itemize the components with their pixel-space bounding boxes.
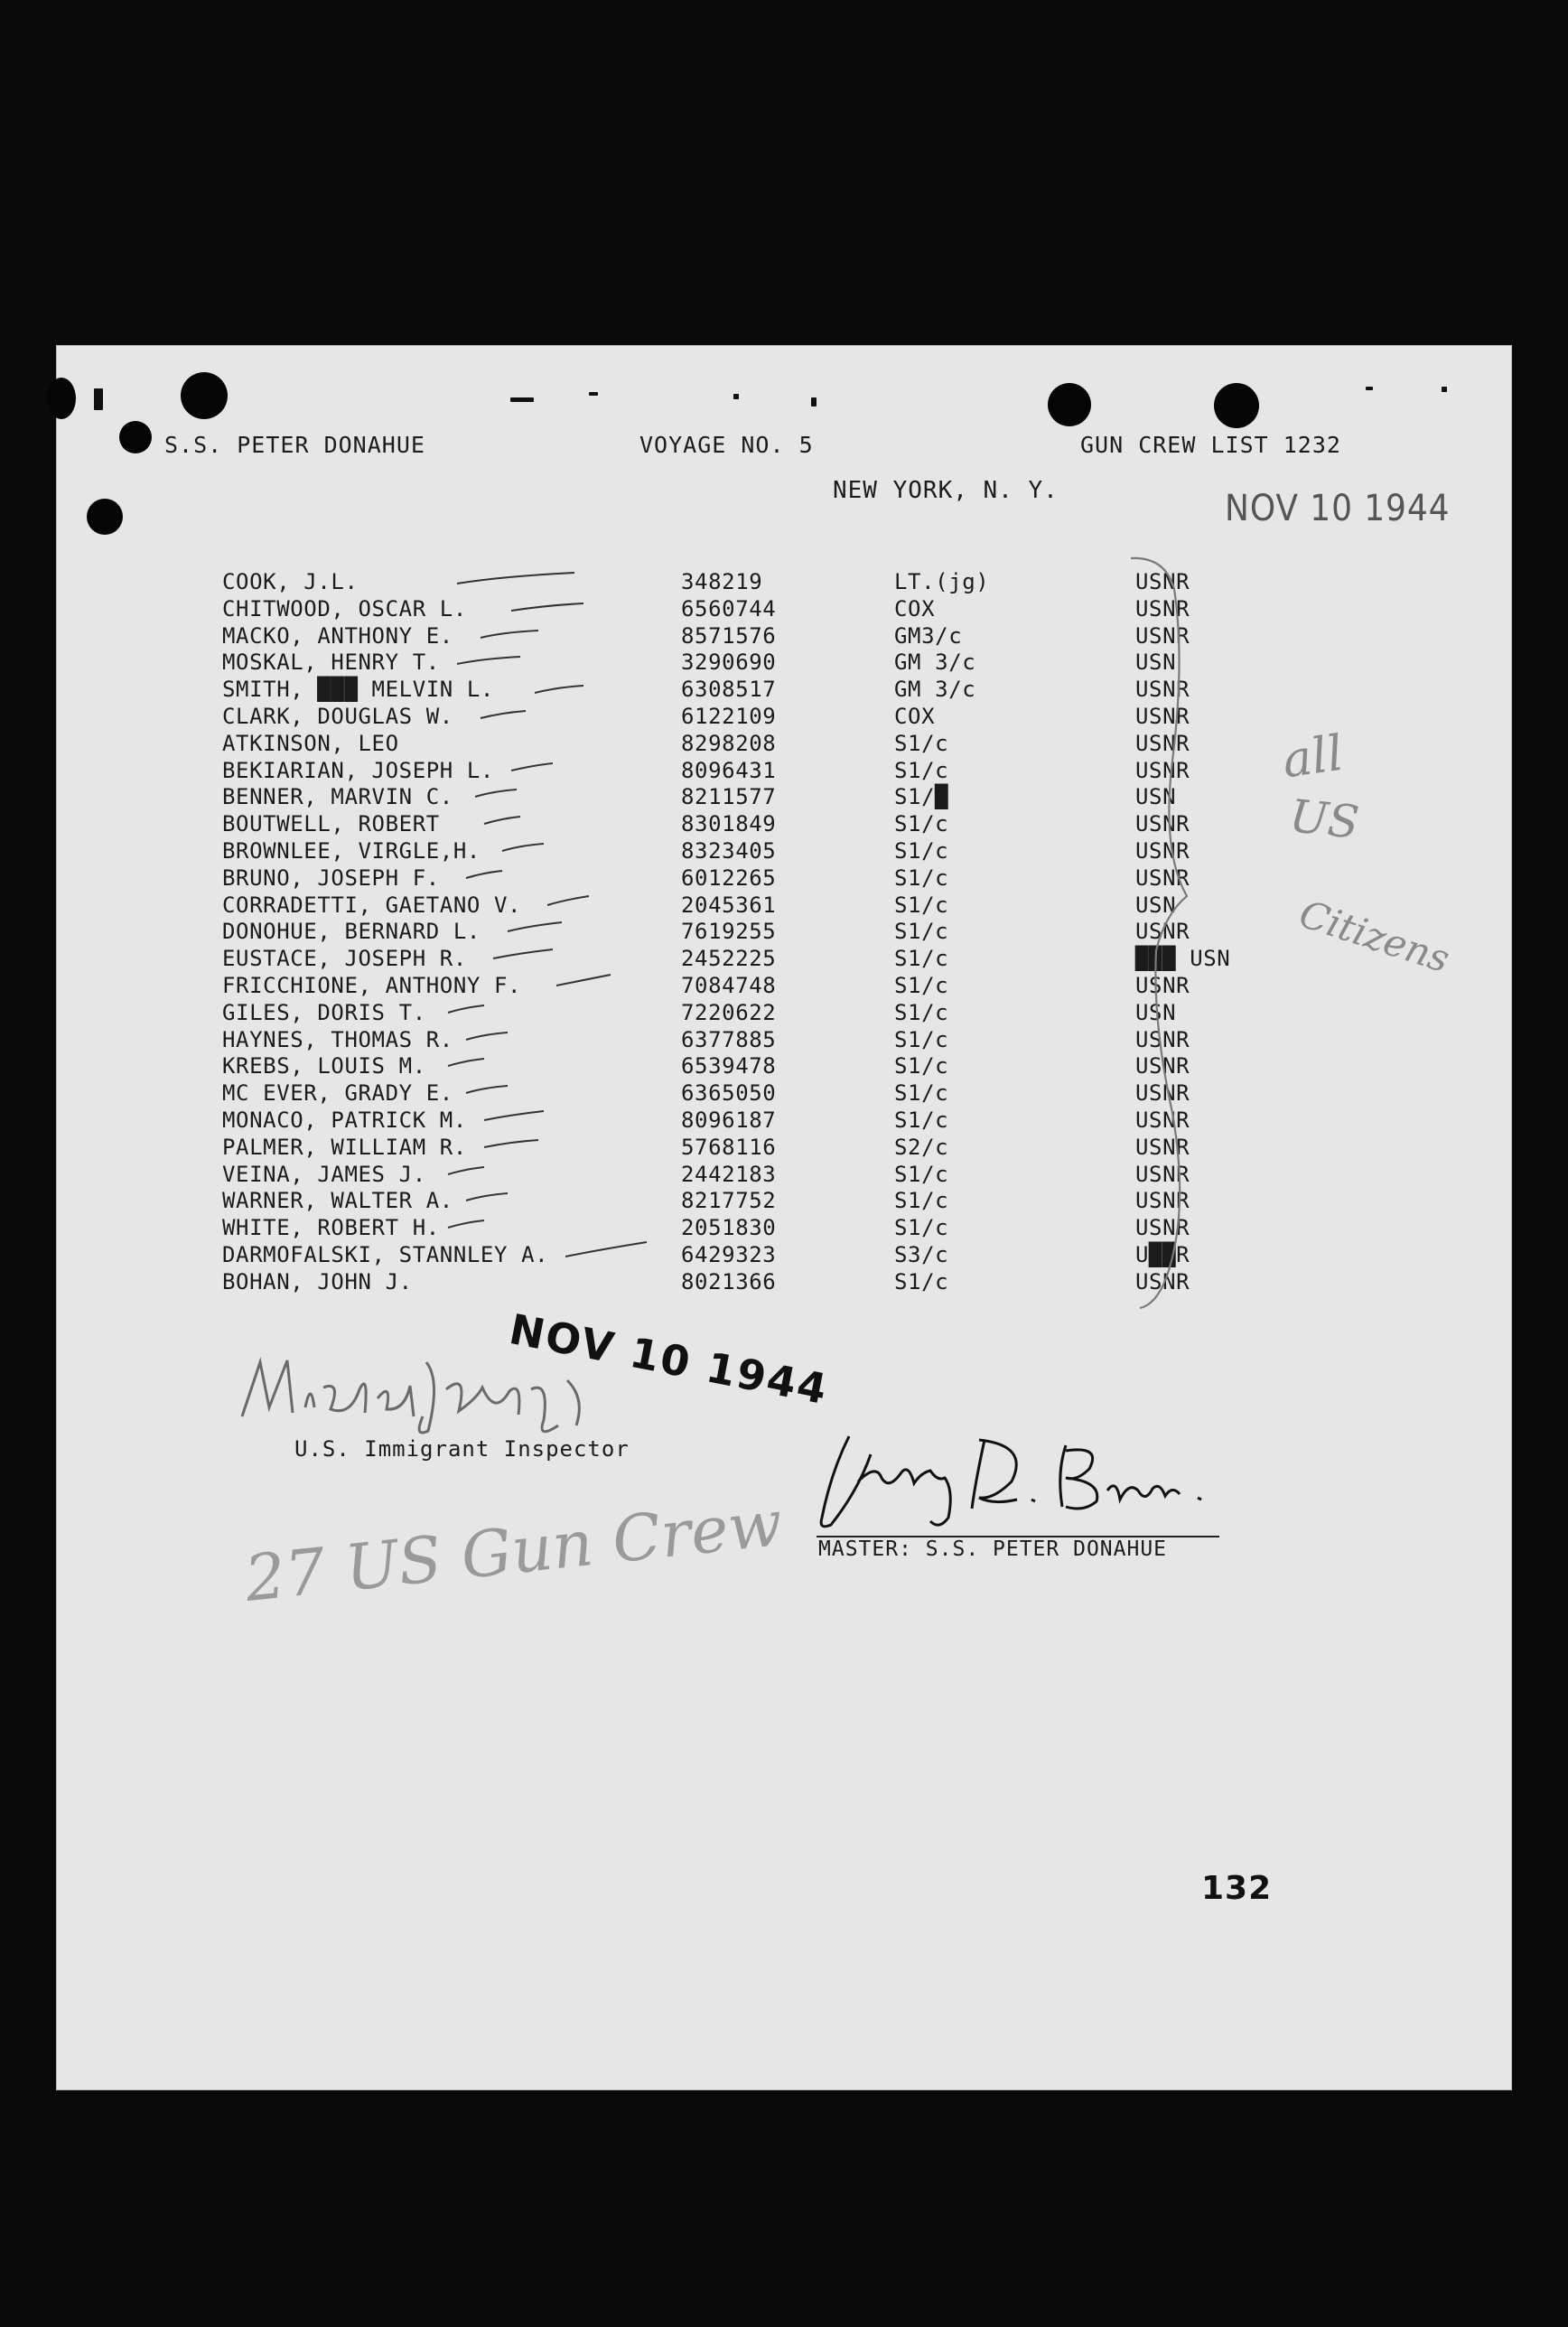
crew-name: BEKIARIAN, JOSEPH L.: [222, 757, 494, 783]
margin-note-us: US: [1287, 790, 1362, 849]
crew-name: MC EVER, GRADY E.: [222, 1080, 453, 1107]
crew-name: MOSKAL, HENRY T.: [222, 650, 440, 676]
voyage-number: VOYAGE NO. 5: [639, 432, 814, 458]
crew-name: CHITWOOD, OSCAR L.: [222, 595, 467, 621]
rate: S1/c: [894, 999, 949, 1025]
service-branch: USN: [1135, 892, 1177, 918]
service-number: 5768116: [681, 1134, 777, 1160]
ink-speck: [510, 397, 534, 402]
service-number: 8323405: [681, 837, 777, 864]
service-number: 8096187: [681, 1107, 777, 1133]
ink-speck: [811, 397, 817, 407]
check-mark: [448, 862, 629, 889]
rate: S2/c: [894, 1134, 949, 1160]
service-number: 6012265: [681, 864, 777, 891]
crew-name: BOUTWELL, ROBERT: [222, 811, 440, 837]
crew-name: DARMOFALSKI, STANNLEY A.: [222, 1241, 549, 1267]
punch-hole: [1048, 383, 1091, 426]
crew-name: BROWNLEE, VIRGLE,H.: [222, 837, 481, 864]
inspector-signature: [233, 1344, 630, 1444]
check-mark: [448, 889, 629, 916]
crew-name: EUSTACE, JOSEPH R.: [222, 946, 467, 972]
check-mark: [448, 1023, 629, 1051]
service-branch: USNR: [1135, 1215, 1190, 1241]
check-mark: [448, 620, 629, 647]
service-number: 8096431: [681, 757, 777, 783]
service-number: 7220622: [681, 999, 777, 1025]
service-number: 7619255: [681, 919, 777, 945]
crew-name: ATKINSON, LEO: [222, 730, 399, 756]
service-number: 8301849: [681, 811, 777, 837]
ink-speck: [589, 392, 598, 396]
service-branch: USNR: [1135, 595, 1190, 621]
rate: GM 3/c: [894, 677, 976, 703]
crew-name: MONACO, PATRICK M.: [222, 1107, 467, 1133]
rate: S1/c: [894, 1026, 949, 1052]
service-number: 7084748: [681, 972, 777, 998]
ink-speck: [733, 394, 739, 399]
punch-hole: [1214, 383, 1259, 428]
service-number: 6429323: [681, 1241, 777, 1267]
rate: S1/c: [894, 946, 949, 972]
service-branch: USNR: [1135, 1107, 1190, 1133]
service-branch: USN: [1135, 999, 1177, 1025]
rate: COX: [894, 703, 936, 729]
margin-note-citizens: Citizens: [1293, 891, 1455, 982]
check-mark: [448, 1184, 629, 1211]
rate: S1/c: [894, 730, 949, 756]
service-branch: USN: [1135, 784, 1177, 810]
service-number: 8021366: [681, 1268, 777, 1294]
service-branch: ███ USN: [1135, 946, 1231, 972]
rate: S1/c: [894, 1107, 949, 1133]
crew-name: GILES, DORIS T.: [222, 999, 426, 1025]
service-number: 2051830: [681, 1215, 777, 1241]
crew-name: WHITE, ROBERT H.: [222, 1215, 440, 1241]
crew-name: FRICCHIONE, ANTHONY F.: [222, 972, 522, 998]
check-mark: [448, 754, 629, 781]
page-number: 132: [1201, 1870, 1273, 1907]
rate: S1/c: [894, 1080, 949, 1107]
check-mark: [448, 808, 629, 835]
rate: COX: [894, 595, 936, 621]
service-branch: USNR: [1135, 730, 1190, 756]
check-mark: [448, 996, 629, 1023]
rate: S1/c: [894, 1053, 949, 1079]
service-branch: USNR: [1135, 1026, 1190, 1052]
check-mark: [448, 1238, 647, 1266]
service-branch: USNR: [1135, 1134, 1190, 1160]
service-branch: USNR: [1135, 677, 1190, 703]
service-number: 3290690: [681, 650, 777, 676]
service-branch: USNR: [1135, 919, 1190, 945]
check-mark: [448, 700, 629, 727]
punch-hole: [47, 378, 76, 419]
check-mark: [448, 1104, 629, 1131]
check-mark: [448, 1077, 629, 1104]
rate: S1/c: [894, 1215, 949, 1241]
crew-name: BOHAN, JOHN J.: [222, 1268, 413, 1294]
crew-name: BENNER, MARVIN C.: [222, 784, 453, 810]
crew-name: COOK, J.L.: [222, 569, 359, 594]
service-number: 6122109: [681, 703, 777, 729]
crew-name: SMITH, ███ MELVIN L.: [222, 677, 494, 703]
service-number: 6539478: [681, 1053, 777, 1079]
check-mark: [448, 565, 629, 593]
crew-name: DONOHUE, BERNARD L.: [222, 919, 481, 945]
check-mark: [448, 780, 629, 808]
port-of-arrival: NEW YORK, N. Y.: [833, 477, 1059, 504]
service-branch: USNR: [1135, 1053, 1190, 1079]
crew-name: WARNER, WALTER A.: [222, 1188, 453, 1214]
rate: S1/c: [894, 1161, 949, 1187]
rate: S1/c: [894, 837, 949, 864]
master-label: MASTER: S.S. PETER DONAHUE: [818, 1537, 1168, 1561]
crew-name: CORRADETTI, GAETANO V.: [222, 892, 522, 918]
crew-name: VEINA, JAMES J.: [222, 1161, 426, 1187]
ink-speck: [1442, 387, 1447, 392]
check-mark: [448, 835, 629, 862]
check-mark: [448, 646, 629, 673]
service-branch: U██R: [1135, 1241, 1190, 1267]
service-number: 8211577: [681, 784, 777, 810]
service-branch: USNR: [1135, 811, 1190, 837]
bottom-pencil-note: 27 US Gun Crew: [241, 1486, 786, 1616]
gun-crew-list-number: GUN CREW LIST 1232: [1080, 432, 1341, 458]
check-mark: [448, 1158, 629, 1185]
rate: S1/█: [894, 784, 949, 810]
date-stamp-lower: NOV 10 1944: [505, 1304, 833, 1415]
check-mark: [448, 915, 629, 942]
check-mark: [448, 1131, 629, 1158]
service-branch: USN: [1135, 650, 1177, 676]
date-stamp-top: NOV 10 1944: [1225, 488, 1451, 529]
rate: GM 3/c: [894, 650, 976, 676]
check-mark: [448, 942, 629, 969]
crew-name: MACKO, ANTHONY E.: [222, 622, 453, 649]
service-number: 2452225: [681, 946, 777, 972]
service-number: 8298208: [681, 730, 777, 756]
rate: S1/c: [894, 811, 949, 837]
margin-note-all: all: [1278, 724, 1347, 790]
service-number: 6365050: [681, 1080, 777, 1107]
rate: S1/c: [894, 919, 949, 945]
check-mark: [448, 1211, 629, 1238]
service-number: 8217752: [681, 1188, 777, 1214]
ink-speck: [94, 388, 103, 410]
service-number: 8571576: [681, 622, 777, 649]
rate: S3/c: [894, 1241, 949, 1267]
check-mark: [448, 969, 629, 996]
service-number: 6377885: [681, 1026, 777, 1052]
punch-hole: [87, 499, 123, 535]
punch-hole: [181, 372, 228, 419]
pencil-brace: [1129, 553, 1255, 1321]
master-signature: [795, 1418, 1228, 1536]
service-branch: USNR: [1135, 757, 1190, 783]
ship-name-header: S.S. PETER DONAHUE: [164, 432, 425, 458]
service-branch: USNR: [1135, 1161, 1190, 1187]
service-branch: USNR: [1135, 972, 1190, 998]
service-branch: USNR: [1135, 569, 1190, 594]
crew-name: CLARK, DOUGLAS W.: [222, 703, 453, 729]
ink-speck: [1366, 387, 1373, 390]
crew-name: BRUNO, JOSEPH F.: [222, 864, 440, 891]
service-branch: USNR: [1135, 837, 1190, 864]
service-number: 6560744: [681, 595, 777, 621]
service-number: 2442183: [681, 1161, 777, 1187]
service-branch: USNR: [1135, 1080, 1190, 1107]
service-number: 6308517: [681, 677, 777, 703]
rate: LT.(jg): [894, 569, 990, 594]
service-branch: USNR: [1135, 622, 1190, 649]
rate: S1/c: [894, 864, 949, 891]
service-number: 348219: [681, 569, 763, 594]
inspector-label: U.S. Immigrant Inspector: [294, 1436, 630, 1462]
service-branch: USNR: [1135, 1188, 1190, 1214]
check-mark: [448, 673, 629, 700]
check-mark: [448, 593, 629, 620]
rate: S1/c: [894, 1188, 949, 1214]
crew-name: HAYNES, THOMAS R.: [222, 1026, 453, 1052]
check-mark: [448, 1050, 629, 1077]
rate: S1/c: [894, 1268, 949, 1294]
rate: GM3/c: [894, 622, 963, 649]
service-branch: USNR: [1135, 864, 1190, 891]
punch-hole: [119, 421, 152, 453]
crew-name: PALMER, WILLIAM R.: [222, 1134, 467, 1160]
rate: S1/c: [894, 972, 949, 998]
service-branch: USNR: [1135, 1268, 1190, 1294]
rate: S1/c: [894, 892, 949, 918]
service-number: 2045361: [681, 892, 777, 918]
crew-name: KREBS, LOUIS M.: [222, 1053, 426, 1079]
service-branch: USNR: [1135, 703, 1190, 729]
rate: S1/c: [894, 757, 949, 783]
